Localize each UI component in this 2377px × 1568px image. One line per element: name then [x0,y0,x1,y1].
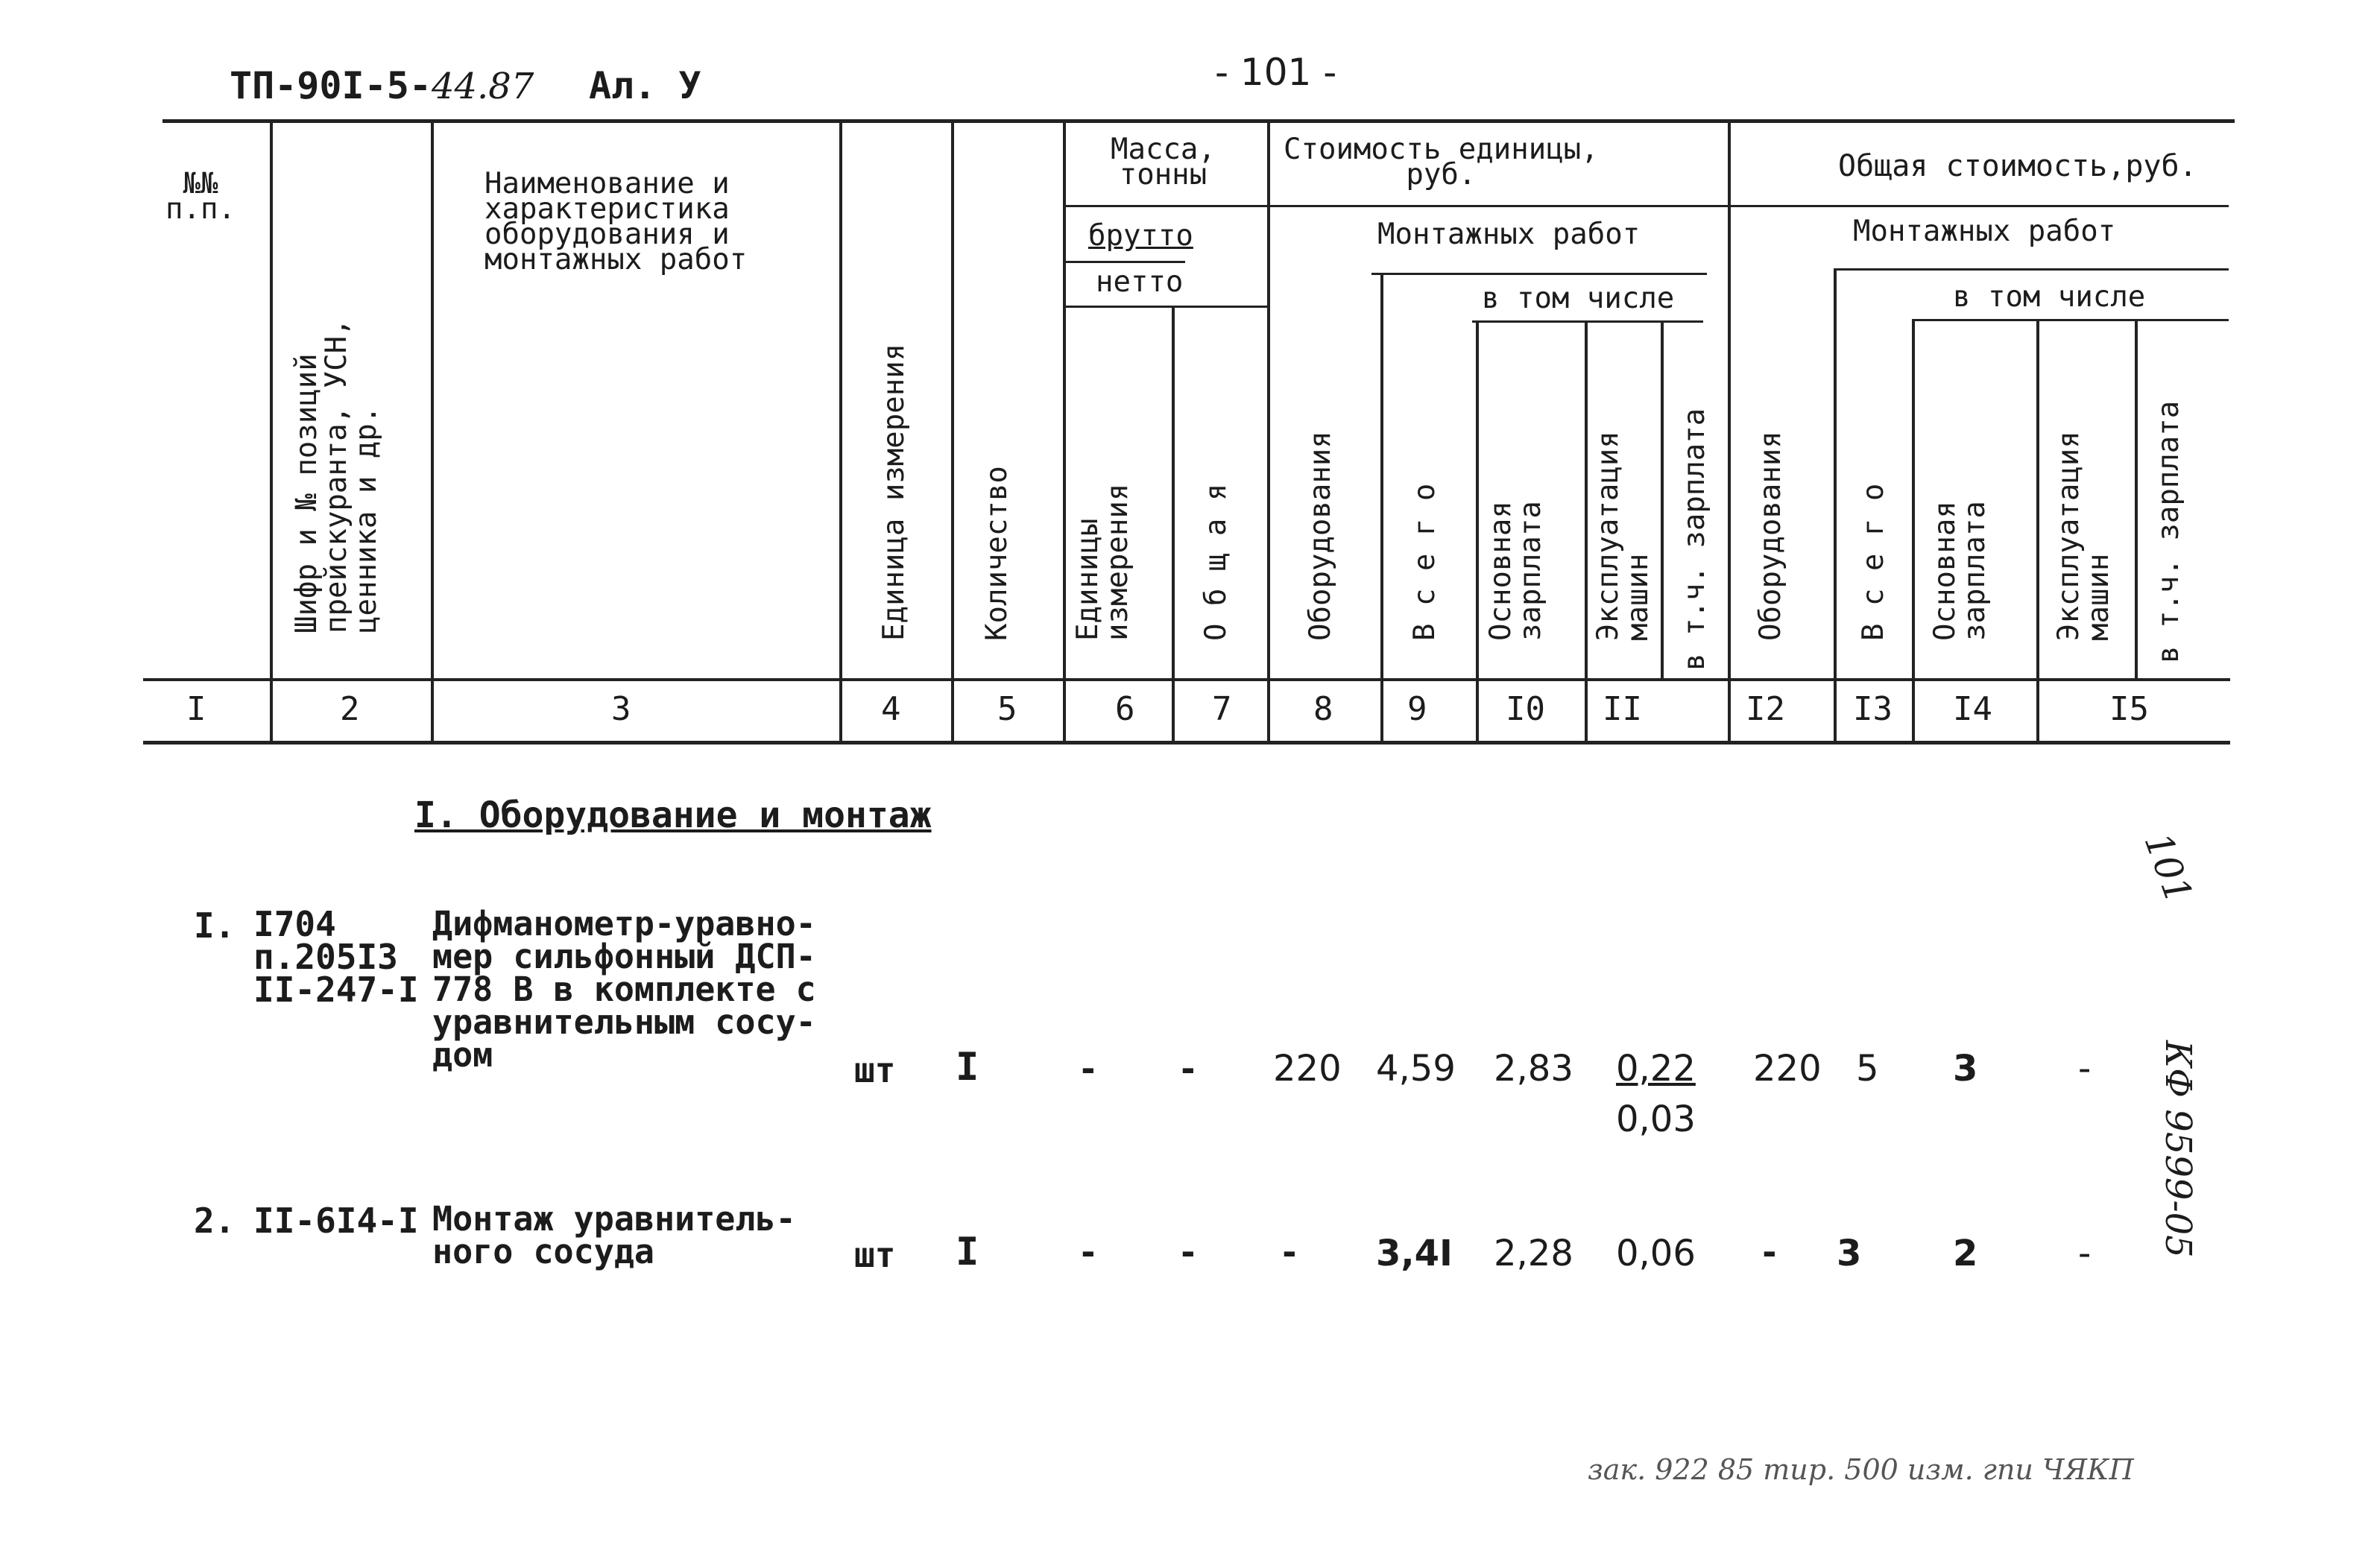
row-1-mass-total: - [1178,1049,1199,1089]
document-code [230,64,534,107]
rule-netto-bottom [1066,306,1267,308]
row-1-unit: шт [854,1050,896,1090]
header-total: В с е г о [1408,483,1442,641]
header-total-mount: В с е г о [1857,483,1890,641]
header-salary: Основная зарплата [1484,501,1547,641]
col-number-5: 5 [997,690,1017,728]
album-label: Ал. У [589,64,701,107]
row-1-mount-total: 5 [1856,1048,1879,1090]
header-unit: Единица измерения [877,343,911,641]
header-including-total: в том числе [1953,280,2146,314]
header-code: Шифр и № позиций прейскуранта, УСН, ценника и др. [290,318,383,633]
col-divider-15 [2036,319,2039,741]
header-machines-salary-total: в т.ч. зарплата [2152,400,2185,663]
row-1-equipment: 220 [1273,1048,1342,1090]
header-machines: Эксплуатация машин [1591,431,1655,641]
col-numbers-top-border [143,678,2230,681]
rule-unit-cost [1267,205,1729,207]
footer-print-info: зак. 922 85 тир. 500 изм. гпи ЧЯКП [1588,1453,2134,1486]
row-2-name: Монтаж уравнитель- ного сосуда [432,1199,796,1271]
col-divider-6 [1172,306,1175,741]
row-2-mount-total: 3 [1837,1233,1862,1274]
row-1-name: Дифманометр-уравно- мер сильфонный ДСП- 778 В в комплекте с уравнительным сосу- дом [432,904,816,1075]
col-divider-11 [1661,320,1664,678]
row-2-total: 3,4I [1376,1233,1453,1274]
row-1-machines-salary: 0,03 [1616,1098,1696,1140]
page-number: - 101 - [1215,51,1337,94]
rule-total-cost [1729,205,2229,207]
col-number-10: I0 [1506,690,1545,728]
col-number-1: I [186,690,206,728]
header-salary-total: Основная зарплата [1928,501,1992,641]
row-1-total: 4,59 [1376,1048,1456,1090]
header-mass-total: О б щ а я [1199,483,1233,641]
col-number-12: I2 [1746,690,1785,728]
row-1-machines: 0,22 [1616,1048,1696,1090]
col-divider-16 [2135,319,2138,678]
header-name: Наименование и характеристика оборудования и монтажных работ [484,167,748,276]
header-including: в том числе [1482,282,1675,315]
header-unit-cost: Стоимость единицы, руб. [1284,133,1599,192]
col-number-14: I4 [1953,690,1992,728]
col-divider-13 [1834,268,1837,741]
col-divider-9 [1476,320,1479,741]
table-top-border [162,119,2235,123]
margin-code: КФ 9599-05 [2157,1040,2199,1258]
col-divider-8 [1380,273,1383,741]
col-divider-12 [1728,121,1731,741]
row-2-equipment: - [1279,1232,1300,1272]
col-divider-1 [270,121,273,741]
row-1-code: I704 п.205I3 II-247-I [253,904,419,1010]
col-divider-10 [1585,320,1588,741]
col-number-4: 4 [881,690,901,728]
header-netto: нетто [1096,265,1184,299]
col-divider-5 [1063,121,1066,741]
row-2-qty: I [956,1230,979,1274]
row-2-number: 2. [194,1201,236,1241]
row-1-number: I. [194,905,236,946]
header-equipment-total: Оборудования [1754,431,1787,641]
header-machines-total: Эксплуатация машин [2052,431,2115,641]
margin-page-number: 101 [2135,827,2201,909]
row-1-machines-total: - [2078,1048,2092,1090]
row-1-salary: 2,83 [1494,1048,1573,1090]
col-number-9: 9 [1407,690,1427,728]
row-2-salary: 2,28 [1494,1233,1573,1274]
rule-incl2 [1912,319,2229,321]
rule-mount-work [1371,273,1707,275]
col-number-3: 3 [611,690,631,728]
header-machines-salary: в т.ч. зарплата [1678,408,1711,671]
col-number-8: 8 [1313,690,1333,728]
row-1-qty: I [956,1045,979,1090]
header-mount-work: Монтажных работ [1377,218,1641,251]
rule-brutto-netto [1066,261,1185,263]
col-divider-2 [431,121,434,741]
col-number-2: 2 [340,690,360,728]
row-2-machines: 0,06 [1616,1233,1696,1274]
row-2-code: II-6I4-I [253,1201,419,1241]
table-bottom-border [143,741,2230,745]
header-row-number: №№ п.п. [165,167,236,226]
col-divider-14 [1912,319,1915,741]
header-brutto: брутто [1088,219,1193,253]
col-number-6: 6 [1115,690,1135,728]
row-2-salary-total: 2 [1953,1233,1978,1274]
col-number-7: 7 [1212,690,1232,728]
header-mass-unit: Единицы измерения [1071,483,1134,641]
row-1-equipment-total: 220 [1753,1048,1822,1090]
col-number-15: I5 [2109,690,2149,728]
document-code-handwritten: 44.87 [431,66,534,107]
row-2-mass-unit: - [1078,1232,1099,1272]
header-quantity: Количество [980,466,1014,641]
header-equipment: Оборудования [1304,431,1337,641]
row-2-mass-total: - [1178,1232,1199,1272]
col-number-11: II [1603,690,1642,728]
col-divider-4 [951,121,954,741]
row-2-equipment-total: - [1759,1232,1780,1272]
col-divider-7 [1267,121,1270,741]
row-1-mass-unit: - [1078,1049,1099,1089]
col-number-13: I3 [1853,690,1893,728]
header-total-cost: Общая стоимость,руб. [1838,149,2197,183]
rule-mount-work2 [1834,268,2229,271]
section-title: I. Оборудование и монтаж [414,794,932,836]
document-code-prefix: ТП-90I-5- [230,64,432,107]
col-divider-3 [839,121,842,741]
header-mass: Масса, тонны [1111,133,1216,192]
row-1-salary-total: 3 [1953,1048,1978,1090]
row-2-unit: шт [854,1235,896,1275]
row-2-machines-total: - [2078,1233,2092,1274]
rule-mass-top [1066,205,1267,207]
rule-incl [1472,320,1703,323]
header-mount-work-total: Монтажных работ [1853,215,2116,248]
